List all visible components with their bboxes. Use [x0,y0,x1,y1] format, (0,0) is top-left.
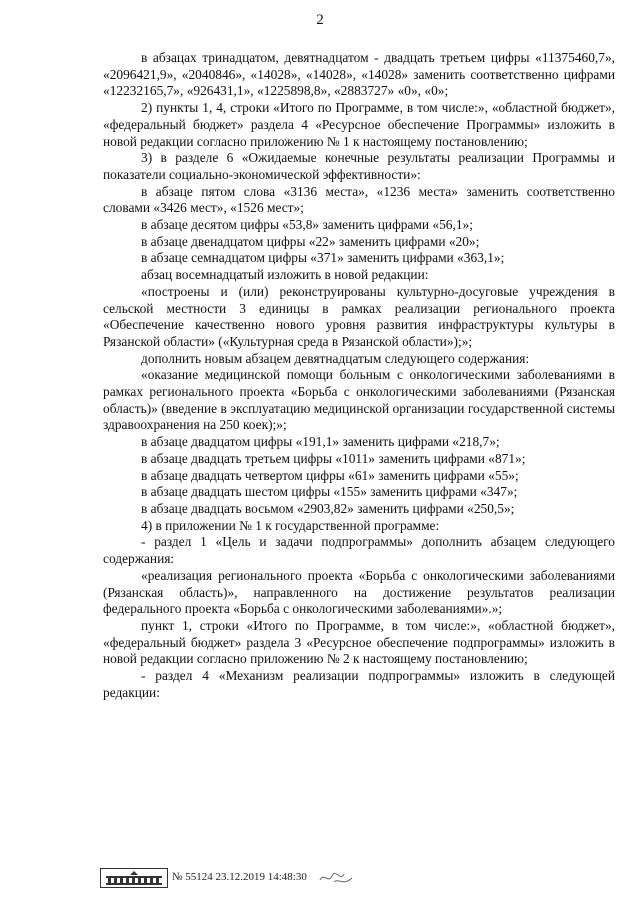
paragraph: «реализация регионального проекта «Борьба с онкологическими заболеваниями (Рязанская область)», направленного на достижение результатов реализации федерального проекта «Борьба с онкологическими заболеваниями».»; [103,567,615,617]
paragraph: «оказание медицинской помощи больным с онкологическими заболеваниями в рамках регионального проекта «Борьба с онкологическими заболеваниями (Рязанская область)» (введение в эксплуатацию медицинской организации государственной системы здравоохранения на 250 коек);»; [103,367,615,433]
paragraph: - раздел 1 «Цель и задачи подпрограммы» дополнить абзацем следующего содержания: [103,534,615,567]
paragraph: в абзаце двадцать четвертом цифры «61» заменить цифрами «55»; [141,467,519,483]
paragraph: 3) в разделе 6 «Ожидаемые конечные результаты реализации Программы и показатели социально-экономической эффективности»: [103,150,615,182]
paragraph: 4) в приложении № 1 к государственной программе: [141,517,440,533]
registration-stamp-text: № 55124 23.12.2019 14:48:30 [172,871,307,883]
paragraph: в абзаце десятом цифры «53,8» заменить цифрами «56,1»; [141,217,473,233]
paragraph: - раздел 4 «Механизм реализации подпрограммы» изложить в следующей редакции: [103,668,615,700]
government-emblem-stamp [100,868,168,888]
paragraph: дополнить новым абзацем девятнадцатым следующего содержания: [141,350,530,366]
paragraph: в абзаце двадцать шестом цифры «155» заменить цифрами «347»; [141,484,518,500]
paragraph: «построены и (или) реконструированы культурно-досуговые учреждения в сельской местности 3 единицы в рамках реализации регионального проекта «Обеспечение качественно нового уровня развития инфраструктуры культуры в Рязанской области» («Культурная среда в Рязанской области»);»; [103,283,615,349]
paragraph: в абзаце двадцать восьмом «2903,82» заменить цифрами «250,5»; [141,500,515,516]
paragraph: в абзаце двадцать третьем цифры «1011» заменить цифрами «871»; [141,450,526,466]
paragraph: 2) пункты 1, 4, строки «Итого по Программе, в том числе:», «областной бюджет», «федеральный бюджет» раздела 4 «Ресурсное обеспечение Программы» изложить в новой редакции согласно приложению № 1 к настоящему постановлению; [103,100,615,149]
page-number: 2 [316,12,324,28]
paragraph: в абзацах тринадцатом, девятнадцатом - двадцать третьем цифры «11375460,7», «2096421,9», «2040846», «14028», «14028», «14028» заменить соответственно цифрами «12232165,7», «926431,1», «1225898,8», «2883727» «0», «0»; [103,50,615,99]
paragraph: в абзаце пятом слова «3136 места», «1236 места» заменить соответственно словами «3426 мест», «1526 мест»; [103,183,615,216]
paragraph: в абзаце двадцатом цифры «191,1» заменить цифрами «218,7»; [141,434,500,450]
initials-scribble [318,868,358,893]
paragraph: в абзаце двенадцатом цифры «22» заменить цифрами «20»; [141,233,480,249]
footer [100,868,520,890]
paragraph: абзац восемнадцатый изложить в новой редакции: [141,267,429,283]
paragraph: в абзаце семнадцатом цифры «371» заменить цифрами «363,1»; [141,250,505,266]
document-body [103,50,615,701]
paragraph: пункт 1, строки «Итого по Программе, в том числе:», «областной бюджет», «федеральный бюджет» раздела 3 «Ресурсное обеспечение подпрограммы» изложить в новой редакции согласно приложению № 2 к настоящему постановлению; [103,617,615,667]
